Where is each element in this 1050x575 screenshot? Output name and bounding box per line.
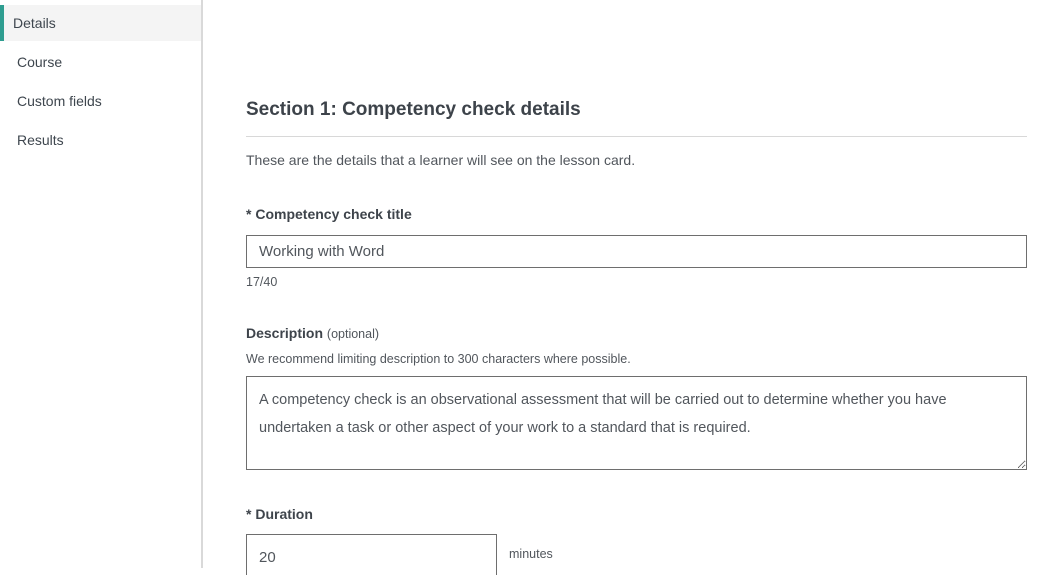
duration-field-label: * Duration	[246, 506, 313, 522]
main-content	[246, 0, 1027, 575]
sidebar	[0, 0, 203, 568]
sidebar-item-label: Results	[17, 132, 64, 148]
description-label-text: Description	[246, 325, 324, 341]
sidebar-item-results[interactable]	[0, 122, 201, 158]
duration-unit-label: minutes	[509, 547, 553, 561]
title-input[interactable]	[246, 235, 1027, 268]
title-char-counter: 17/40	[246, 275, 278, 289]
sidebar-item-course[interactable]	[0, 44, 201, 80]
sidebar-item-custom-fields[interactable]	[0, 83, 201, 119]
section-divider	[246, 136, 1027, 137]
description-field-label	[246, 325, 1027, 341]
sidebar-item-label: Custom fields	[17, 93, 102, 109]
sidebar-item-details[interactable]	[0, 5, 201, 41]
description-optional-tag: (optional)	[326, 327, 380, 341]
description-hint: We recommend limiting description to 300 characters where possible.	[246, 352, 631, 366]
duration-input[interactable]	[246, 534, 497, 575]
sidebar-item-label: Course	[17, 54, 63, 70]
description-textarea[interactable]	[246, 376, 1027, 470]
sidebar-item-label: Details	[13, 15, 56, 31]
title-field-label: * Competency check title	[246, 206, 412, 222]
section-description: These are the details that a learner will see on the lesson card.	[246, 152, 636, 168]
section-title: Section 1: Competency check details	[246, 99, 581, 120]
duration-row	[246, 522, 1027, 575]
